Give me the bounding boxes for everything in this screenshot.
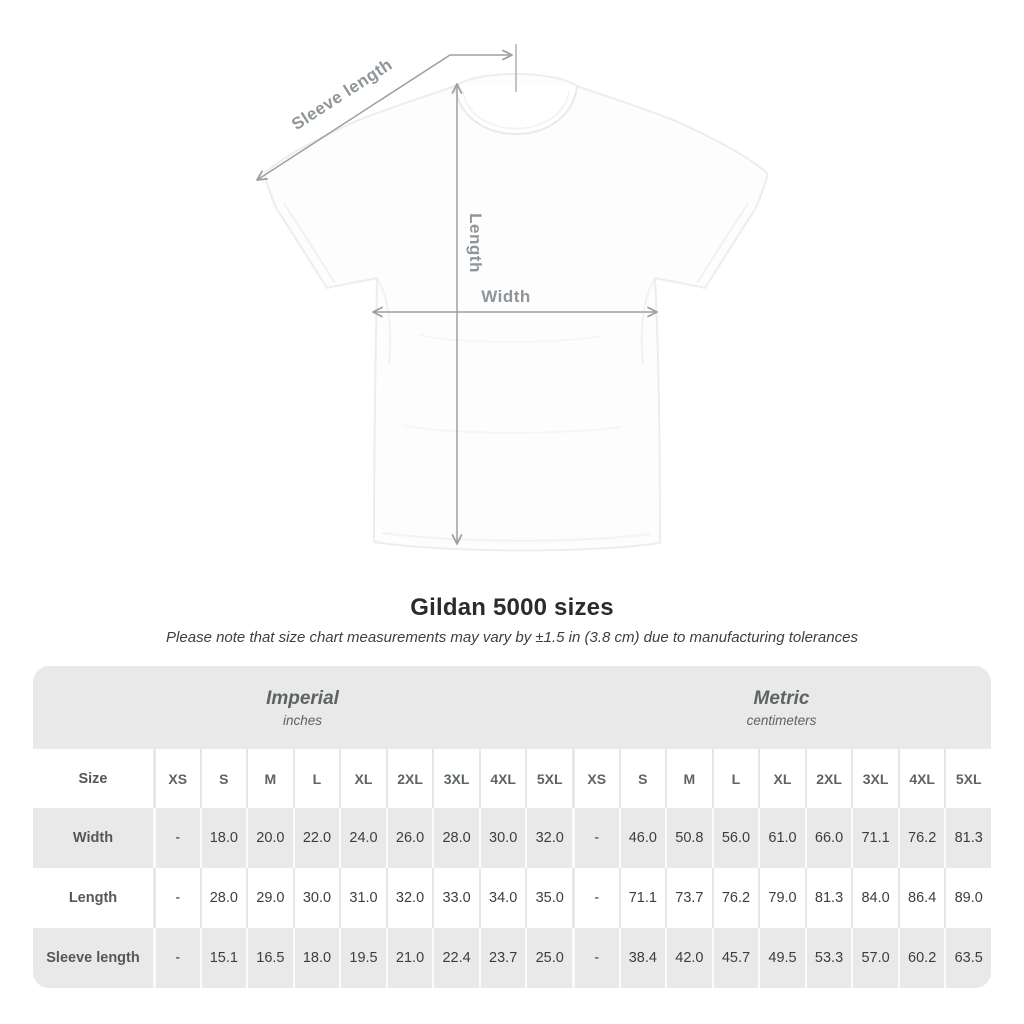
measurement-row-width xyxy=(33,808,991,868)
value-cell: 71.1 xyxy=(851,808,898,868)
size-col-imperial-3xl: 3XL xyxy=(432,749,479,808)
unit-header-imperial xyxy=(33,666,572,749)
value-cell: 23.7 xyxy=(479,928,526,988)
row-label: Length xyxy=(68,890,118,906)
value-cell: 26.0 xyxy=(386,808,433,868)
value-cell: 34.0 xyxy=(479,868,526,928)
value-cell: - xyxy=(572,928,619,988)
value-cell: 20.0 xyxy=(246,808,293,868)
value-cell: 16.5 xyxy=(246,928,293,988)
size-col-metric-5xl: 5XL xyxy=(944,749,991,808)
value-cell: 81.3 xyxy=(944,808,991,868)
value-cell: 22.0 xyxy=(293,808,340,868)
value-cell: 30.0 xyxy=(479,808,526,868)
value-cell: 32.0 xyxy=(386,868,433,928)
value-cell: 35.0 xyxy=(525,868,572,928)
value-cell: - xyxy=(153,868,200,928)
size-col-metric-s: S xyxy=(619,749,666,808)
size-col-metric-xl: XL xyxy=(758,749,805,808)
size-col-imperial-xs: XS xyxy=(153,749,200,808)
value-cell: 31.0 xyxy=(339,868,386,928)
size-col-imperial-l: L xyxy=(293,749,340,808)
value-cell: - xyxy=(572,868,619,928)
value-cell: 45.7 xyxy=(712,928,759,988)
value-cell: 46.0 xyxy=(619,808,666,868)
value-cell: 50.8 xyxy=(665,808,712,868)
size-col-metric-2xl: 2XL xyxy=(805,749,852,808)
value-cell: 81.3 xyxy=(805,868,852,928)
value-cell: 76.2 xyxy=(712,868,759,928)
page-subtitle: Please note that size chart measurements may vary by ±1.5 in (3.8 cm) due to manufacturing tolerances xyxy=(166,629,858,646)
value-cell: 38.4 xyxy=(619,928,666,988)
size-col-imperial-s: S xyxy=(200,749,247,808)
value-cell: 76.2 xyxy=(898,808,945,868)
size-col-metric-3xl: 3XL xyxy=(851,749,898,808)
size-col-imperial-m: M xyxy=(246,749,293,808)
row-label: Width xyxy=(72,830,114,846)
value-cell: 89.0 xyxy=(944,868,991,928)
length-label: Length xyxy=(466,213,485,273)
value-cell: 19.5 xyxy=(339,928,386,988)
value-cell: 18.0 xyxy=(293,928,340,988)
value-cell: 86.4 xyxy=(898,868,945,928)
value-cell: 21.0 xyxy=(386,928,433,988)
imperial-title: Imperial xyxy=(266,687,339,709)
value-cell: 30.0 xyxy=(293,868,340,928)
size-row-label: Size xyxy=(78,770,108,787)
value-cell: 24.0 xyxy=(339,808,386,868)
row-label: Sleeve length xyxy=(46,950,140,966)
unit-header-row xyxy=(33,666,991,749)
value-cell: 71.1 xyxy=(619,868,666,928)
value-cell: 33.0 xyxy=(432,868,479,928)
value-cell: 28.0 xyxy=(200,868,247,928)
value-cell: 49.5 xyxy=(758,928,805,988)
value-cell: 28.0 xyxy=(432,808,479,868)
measurement-row-sleeve-length xyxy=(33,928,991,988)
size-col-imperial-xl: XL xyxy=(339,749,386,808)
size-col-metric-l: L xyxy=(712,749,759,808)
value-cell: 29.0 xyxy=(246,868,293,928)
value-cell: 57.0 xyxy=(851,928,898,988)
metric-subtitle: centimeters xyxy=(746,712,817,728)
value-cell: 18.0 xyxy=(200,808,247,868)
value-cell: 53.3 xyxy=(805,928,852,988)
value-cell: 25.0 xyxy=(525,928,572,988)
metric-title: Metric xyxy=(753,687,810,709)
imperial-subtitle: inches xyxy=(282,712,323,728)
size-header-row xyxy=(33,749,991,808)
value-cell: 66.0 xyxy=(805,808,852,868)
value-cell: - xyxy=(153,808,200,868)
value-cell: 61.0 xyxy=(758,808,805,868)
value-cell: 84.0 xyxy=(851,868,898,928)
value-cell: 60.2 xyxy=(898,928,945,988)
size-col-imperial-4xl: 4XL xyxy=(479,749,526,808)
sleeve-length-label: Sleeve length xyxy=(288,54,396,134)
value-cell: - xyxy=(572,808,619,868)
size-col-metric-xs: XS xyxy=(572,749,619,808)
value-cell: 79.0 xyxy=(758,868,805,928)
size-col-metric-m: M xyxy=(665,749,712,808)
size-col-imperial-2xl: 2XL xyxy=(386,749,433,808)
size-col-imperial-5xl: 5XL xyxy=(525,749,572,808)
value-cell: - xyxy=(153,928,200,988)
value-cell: 22.4 xyxy=(432,928,479,988)
value-cell: 15.1 xyxy=(200,928,247,988)
size-table xyxy=(33,666,991,988)
measurement-row-length xyxy=(33,868,991,928)
value-cell: 73.7 xyxy=(665,868,712,928)
width-label: Width xyxy=(481,287,531,306)
value-cell: 63.5 xyxy=(944,928,991,988)
unit-header-metric xyxy=(572,666,991,749)
value-cell: 32.0 xyxy=(525,808,572,868)
measurement-rows xyxy=(33,808,991,988)
value-cell: 42.0 xyxy=(665,928,712,988)
value-cell: 56.0 xyxy=(712,808,759,868)
size-col-metric-4xl: 4XL xyxy=(898,749,945,808)
page-title: Gildan 5000 sizes xyxy=(410,594,614,621)
